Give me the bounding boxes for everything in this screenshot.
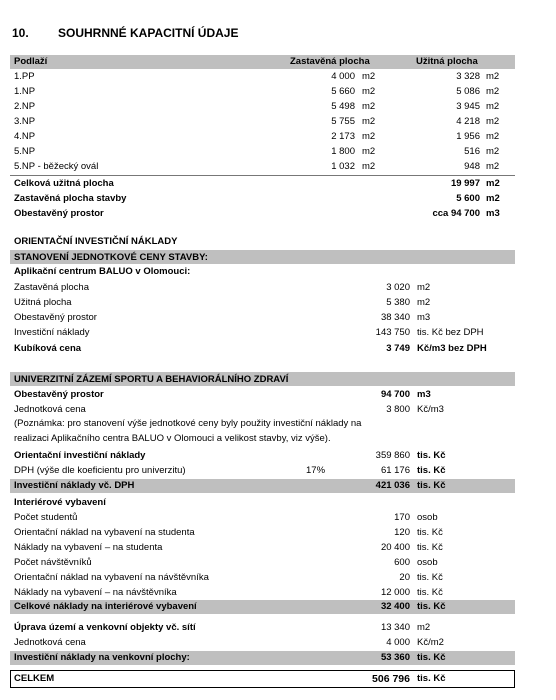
row-label: Počet návštěvníků	[14, 557, 92, 568]
usable-unit: m2	[486, 131, 500, 142]
table-row	[0, 311, 556, 325]
usable-value: 516	[464, 146, 480, 157]
row-value: 32 400	[380, 601, 410, 612]
row-value: 5 380	[386, 297, 410, 308]
built-unit: m2	[362, 101, 376, 112]
row-label: Orientační investiční náklady	[14, 450, 146, 461]
cubic-price-row	[0, 342, 556, 356]
row-value: 600	[394, 557, 410, 568]
row-value: 143 750	[375, 327, 410, 338]
table-row	[0, 586, 556, 600]
row-label: Počet studentů	[14, 512, 78, 523]
row-unit: tis. Kč	[417, 652, 446, 663]
row-value: 3 020	[386, 282, 410, 293]
row-label: Užitná plocha	[14, 297, 72, 308]
table-row	[0, 160, 556, 174]
divider	[10, 175, 515, 176]
built-value: 4 000	[331, 71, 355, 82]
built-unit: m2	[362, 86, 376, 97]
interior-title: Interiérové vybavení	[14, 497, 106, 508]
outdoor-row	[0, 636, 556, 650]
row-unit: Kč/m3	[417, 404, 444, 415]
usable-unit: m2	[486, 101, 500, 112]
built-value: 5 660	[331, 86, 355, 97]
total-row	[0, 207, 556, 221]
row-unit: tis. Kč	[417, 542, 443, 553]
row-unit: Kč/m2	[417, 637, 444, 648]
usable-unit: m2	[486, 71, 500, 82]
row-value: 421 036	[375, 480, 410, 491]
floor-label: 2.NP	[14, 101, 36, 112]
usable-unit: m2	[486, 146, 500, 157]
total-label: Zastavěná plocha stavby	[14, 193, 127, 204]
total-unit: m2	[486, 193, 500, 204]
grand-value: 506 796	[372, 673, 410, 685]
row-label: Zastavěná plocha	[14, 282, 89, 293]
built-unit: m2	[362, 71, 376, 82]
row-value: 3 800	[386, 404, 410, 415]
row-label: Obestavěný prostor	[14, 312, 97, 323]
row-value: 170	[394, 512, 410, 523]
total-label: Celková užitná plocha	[14, 178, 114, 189]
table-header	[0, 55, 556, 69]
row-unit: tis. Kč	[417, 480, 446, 491]
row-label: Náklady na vybavení – na návštěvníka	[14, 587, 177, 598]
row-value: 359 860	[375, 450, 410, 461]
row-label: Náklady na vybavení – na studenta	[14, 542, 163, 553]
usable-unit: m2	[486, 161, 500, 172]
row-label: Celkové náklady na interiérové vybavení	[14, 601, 197, 612]
interior-band-row	[0, 600, 556, 614]
row-label: Jednotková cena	[14, 404, 86, 415]
total-row	[0, 177, 556, 191]
row-value: 61 176	[380, 465, 410, 476]
total-unit: m3	[486, 208, 500, 219]
header-floor: Podlaží	[14, 56, 48, 67]
row-label: Investiční náklady vč. DPH	[14, 480, 135, 491]
row-label: Úprava území a venkovní objekty vč. sítí	[14, 622, 196, 633]
row-value: 20	[399, 572, 410, 583]
floor-label: 4.NP	[14, 131, 36, 142]
row-unit: m2	[417, 282, 431, 293]
row-value: 12 000	[380, 587, 410, 598]
section-title: SOUHRNNÉ KAPACITNÍ ÚDAJE	[58, 26, 239, 40]
table-row	[0, 526, 556, 540]
table-row	[0, 70, 556, 84]
row-label: Investiční náklady na venkovní plochy:	[14, 652, 190, 663]
grand-unit: tis. Kč	[417, 673, 446, 684]
row-unit: m2	[417, 297, 431, 308]
built-unit: m2	[362, 161, 376, 172]
row-label: Orientační náklad na vybavení na studenta	[14, 527, 195, 538]
table-row	[0, 571, 556, 585]
row-unit: tis. Kč	[417, 527, 443, 538]
row-unit: tis. Kč	[417, 465, 446, 476]
floor-label: 1.NP	[14, 86, 36, 97]
total-value: 5 600	[456, 193, 480, 204]
header-built: Zastavěná plocha	[290, 56, 370, 67]
total-band-row	[0, 479, 556, 493]
table-row	[0, 85, 556, 99]
table-row	[0, 296, 556, 310]
row-value: 20 400	[380, 542, 410, 553]
grand-label: CELKEM	[14, 673, 55, 684]
built-value: 5 498	[331, 101, 355, 112]
row-value: 120	[394, 527, 410, 538]
floor-label: 3.NP	[14, 116, 36, 127]
usable-value: 3 328	[456, 71, 480, 82]
row-unit: Kč/m3 bez DPH	[417, 343, 487, 354]
row-unit: tis. Kč	[417, 601, 446, 612]
built-value: 1 032	[331, 161, 355, 172]
row-unit: m2	[417, 622, 431, 633]
usable-value: 948	[464, 161, 480, 172]
row-label: Obestavěný prostor	[14, 389, 104, 400]
orient-subtitle: Aplikační centrum BALUO v Olomouci:	[14, 266, 191, 277]
built-unit: m2	[362, 131, 376, 142]
orient-band-label: STANOVENÍ JEDNOTKOVÉ CENY STAVBY:	[14, 252, 208, 263]
univ-row	[0, 464, 556, 478]
row-unit: tis. Kč bez DPH	[417, 327, 484, 338]
section-number: 10.	[12, 26, 29, 40]
row-value: 4 000	[386, 637, 410, 648]
row-unit: m3	[417, 312, 431, 323]
row-label: Kubíková cena	[14, 343, 82, 354]
row-unit: tis. Kč	[417, 450, 446, 461]
row-pct: 17%	[306, 465, 326, 476]
table-row	[0, 130, 556, 144]
row-label: Investiční náklady	[14, 327, 90, 338]
built-value: 1 800	[331, 146, 355, 157]
floor-label: 5.NP - běžecký ovál	[14, 161, 99, 172]
table-row	[0, 115, 556, 129]
row-label: DPH (výše dle koeficientu pro univerzitu)	[14, 465, 186, 476]
table-row	[0, 541, 556, 555]
built-unit: m2	[362, 116, 376, 127]
orient-title: ORIENTAČNÍ INVESTIČNÍ NÁKLADY	[14, 236, 178, 247]
table-row	[0, 281, 556, 295]
row-label: Jednotková cena	[14, 637, 86, 648]
built-value: 5 755	[331, 116, 355, 127]
grand-total-row	[0, 672, 556, 686]
univ-band-label: UNIVERZITNÍ ZÁZEMÍ SPORTU A BEHAVIORÁLNÍHO ZDRAVÍ	[14, 374, 289, 385]
usable-value: 1 956	[456, 131, 480, 142]
usable-unit: m2	[486, 116, 500, 127]
univ-row	[0, 449, 556, 463]
total-unit: m2	[486, 178, 500, 189]
usable-unit: m2	[486, 86, 500, 97]
row-unit: osob	[417, 557, 438, 568]
usable-value: 5 086	[456, 86, 480, 97]
row-label: Orientační náklad na vybavení na návštěvníka	[14, 572, 209, 583]
total-value: cca 94 700	[432, 208, 480, 219]
usable-value: 3 945	[456, 101, 480, 112]
table-row	[0, 326, 556, 340]
floor-label: 5.NP	[14, 146, 36, 157]
header-usable: Užitná plocha	[416, 56, 478, 67]
note-line: (Poznámka: pro stanovení výše jednotkové ceny byly použity investiční náklady na	[14, 418, 362, 429]
row-value: 94 700	[380, 389, 410, 400]
row-value: 13 340	[380, 622, 410, 633]
row-value: 3 749	[386, 343, 410, 354]
table-row	[0, 556, 556, 570]
univ-row	[0, 388, 556, 402]
row-unit: tis. Kč	[417, 587, 443, 598]
row-value: 53 360	[380, 652, 410, 663]
row-unit: m3	[417, 389, 431, 400]
table-row	[0, 511, 556, 525]
total-label: Obestavěný prostor	[14, 208, 104, 219]
floor-label: 1.PP	[14, 71, 35, 82]
built-value: 2 173	[331, 131, 355, 142]
built-unit: m2	[362, 146, 376, 157]
table-row	[0, 100, 556, 114]
univ-row	[0, 403, 556, 417]
usable-value: 4 218	[456, 116, 480, 127]
row-unit: osob	[417, 512, 438, 523]
table-row	[0, 145, 556, 159]
row-unit: tis. Kč	[417, 572, 443, 583]
total-row	[0, 192, 556, 206]
row-value: 38 340	[380, 312, 410, 323]
outdoor-row	[0, 621, 556, 635]
total-value: 19 997	[450, 178, 480, 189]
outdoor-band-row	[0, 651, 556, 665]
note-line: realizaci Aplikačního centra BALUO v Olomouci a velikost stavby, viz výše).	[14, 433, 331, 444]
